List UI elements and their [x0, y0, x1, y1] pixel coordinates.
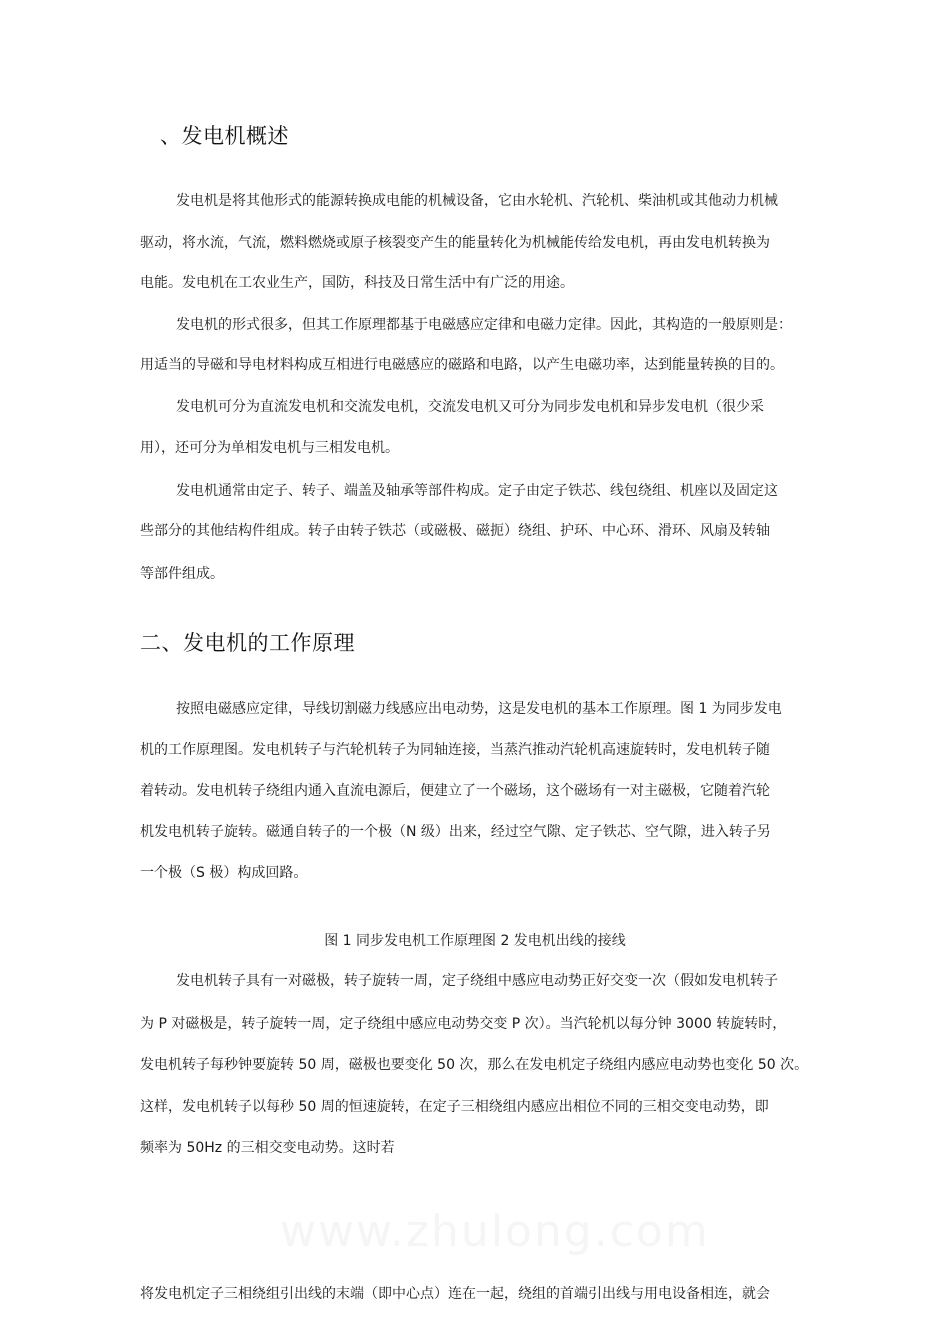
s2-p2-line-5: 频率为 50Hz 的三相交变电动势。这时若 [140, 1140, 395, 1156]
s2-p2-line-2: 为 P 对磁极是，转子旋转一周，定子绕组中感应电动势交变 P 次）。当汽轮机以每分钟 3000 转旋转时， [140, 1016, 787, 1032]
s1-p1-line-3: 电能。发电机在工农业生产，国防，科技及日常生活中有广泛的用途。 [140, 275, 574, 291]
s2-p1-line-1: 按照电磁感应定律，导线切割磁力线感应出电动势，这是发电机的基本工作原理。图 1 为同步发电 [176, 701, 782, 717]
s1-p4-line-2: 些部分的其他结构件组成。转子由转子铁芯（或磁极、磁扼）绕组、护环、中心环、滑环、风扇及转轴 [140, 523, 770, 539]
s1-p2-line-1: 发电机的形式很多，但其工作原理都基于电磁感应定律和电磁力定律。因此，其构造的一般原则是： [176, 317, 792, 333]
s1-p1-line-1: 发电机是将其他形式的能源转换成电能的机械设备，它由水轮机、汽轮机、柴油机或其他动力机械 [176, 193, 778, 209]
s1-p4-line-3: 等部件组成。 [140, 566, 224, 582]
s1-p2-line-2: 用适当的导磁和导电材料构成互相进行电磁感应的磁路和电路，以产生电磁功率，达到能量转换的目的。 [140, 357, 784, 373]
section-2-heading: 二、发电机的工作原理 [140, 631, 355, 655]
s2-p2-line-1: 发电机转子具有一对磁极，转子旋转一周，定子绕组中感应电动势正好交变一次（假如发电机转子 [176, 973, 778, 989]
s2-p3-line-1: 将发电机定子三相绕组引出线的末端（即中心点）连在一起，绕组的首端引出线与用电设备相连，就会 [140, 1286, 770, 1302]
s1-p4-line-1: 发电机通常由定子、转子、端盖及轴承等部件构成。定子由定子铁芯、线包绕组、机座以及固定这 [176, 483, 778, 499]
s1-p1-line-2: 驱动，将水流，气流，燃料燃烧或原子核裂变产生的能量转化为机械能传给发电机，再由发电机转换为 [140, 235, 770, 251]
watermark: www.zhulong.com [280, 1206, 710, 1257]
section-1-heading: 、发电机概述 [160, 124, 289, 148]
s2-p1-line-2: 机的工作原理图。发电机转子与汽轮机转子为同轴连接，当蒸汽推动汽轮机高速旋转时，发电机转子随 [140, 742, 770, 758]
figure-caption: 图 1 同步发电机工作原理图 2 发电机出线的接线 [324, 933, 626, 949]
s1-p3-line-1: 发电机可分为直流发电机和交流发电机，交流发电机又可分为同步发电机和异步发电机（很少采 [176, 399, 764, 415]
s2-p1-line-3: 着转动。发电机转子绕组内通入直流电源后，便建立了一个磁场，这个磁场有一对主磁极，它随着汽轮 [140, 783, 770, 799]
s2-p1-line-5: 一个极（S 极）构成回路。 [140, 865, 308, 881]
s1-p3-line-2: 用），还可分为单相发电机与三相发电机。 [140, 440, 399, 456]
s2-p2-line-3: 发电机转子每秒钟要旋转 50 周，磁极也要变化 50 次，那么在发电机定子绕组内感应电动势也变化 50 次。 [140, 1057, 809, 1073]
s2-p2-line-4: 这样，发电机转子以每秒 50 周的恒速旋转，在定子三相绕组内感应出相位不同的三相交变电动势，即 [140, 1099, 769, 1115]
s2-p1-line-4: 机发电机转子旋转。磁通自转子的一个极（N 级）出来，经过空气隙、定子铁芯、空气隙，进入转子另 [140, 824, 771, 840]
